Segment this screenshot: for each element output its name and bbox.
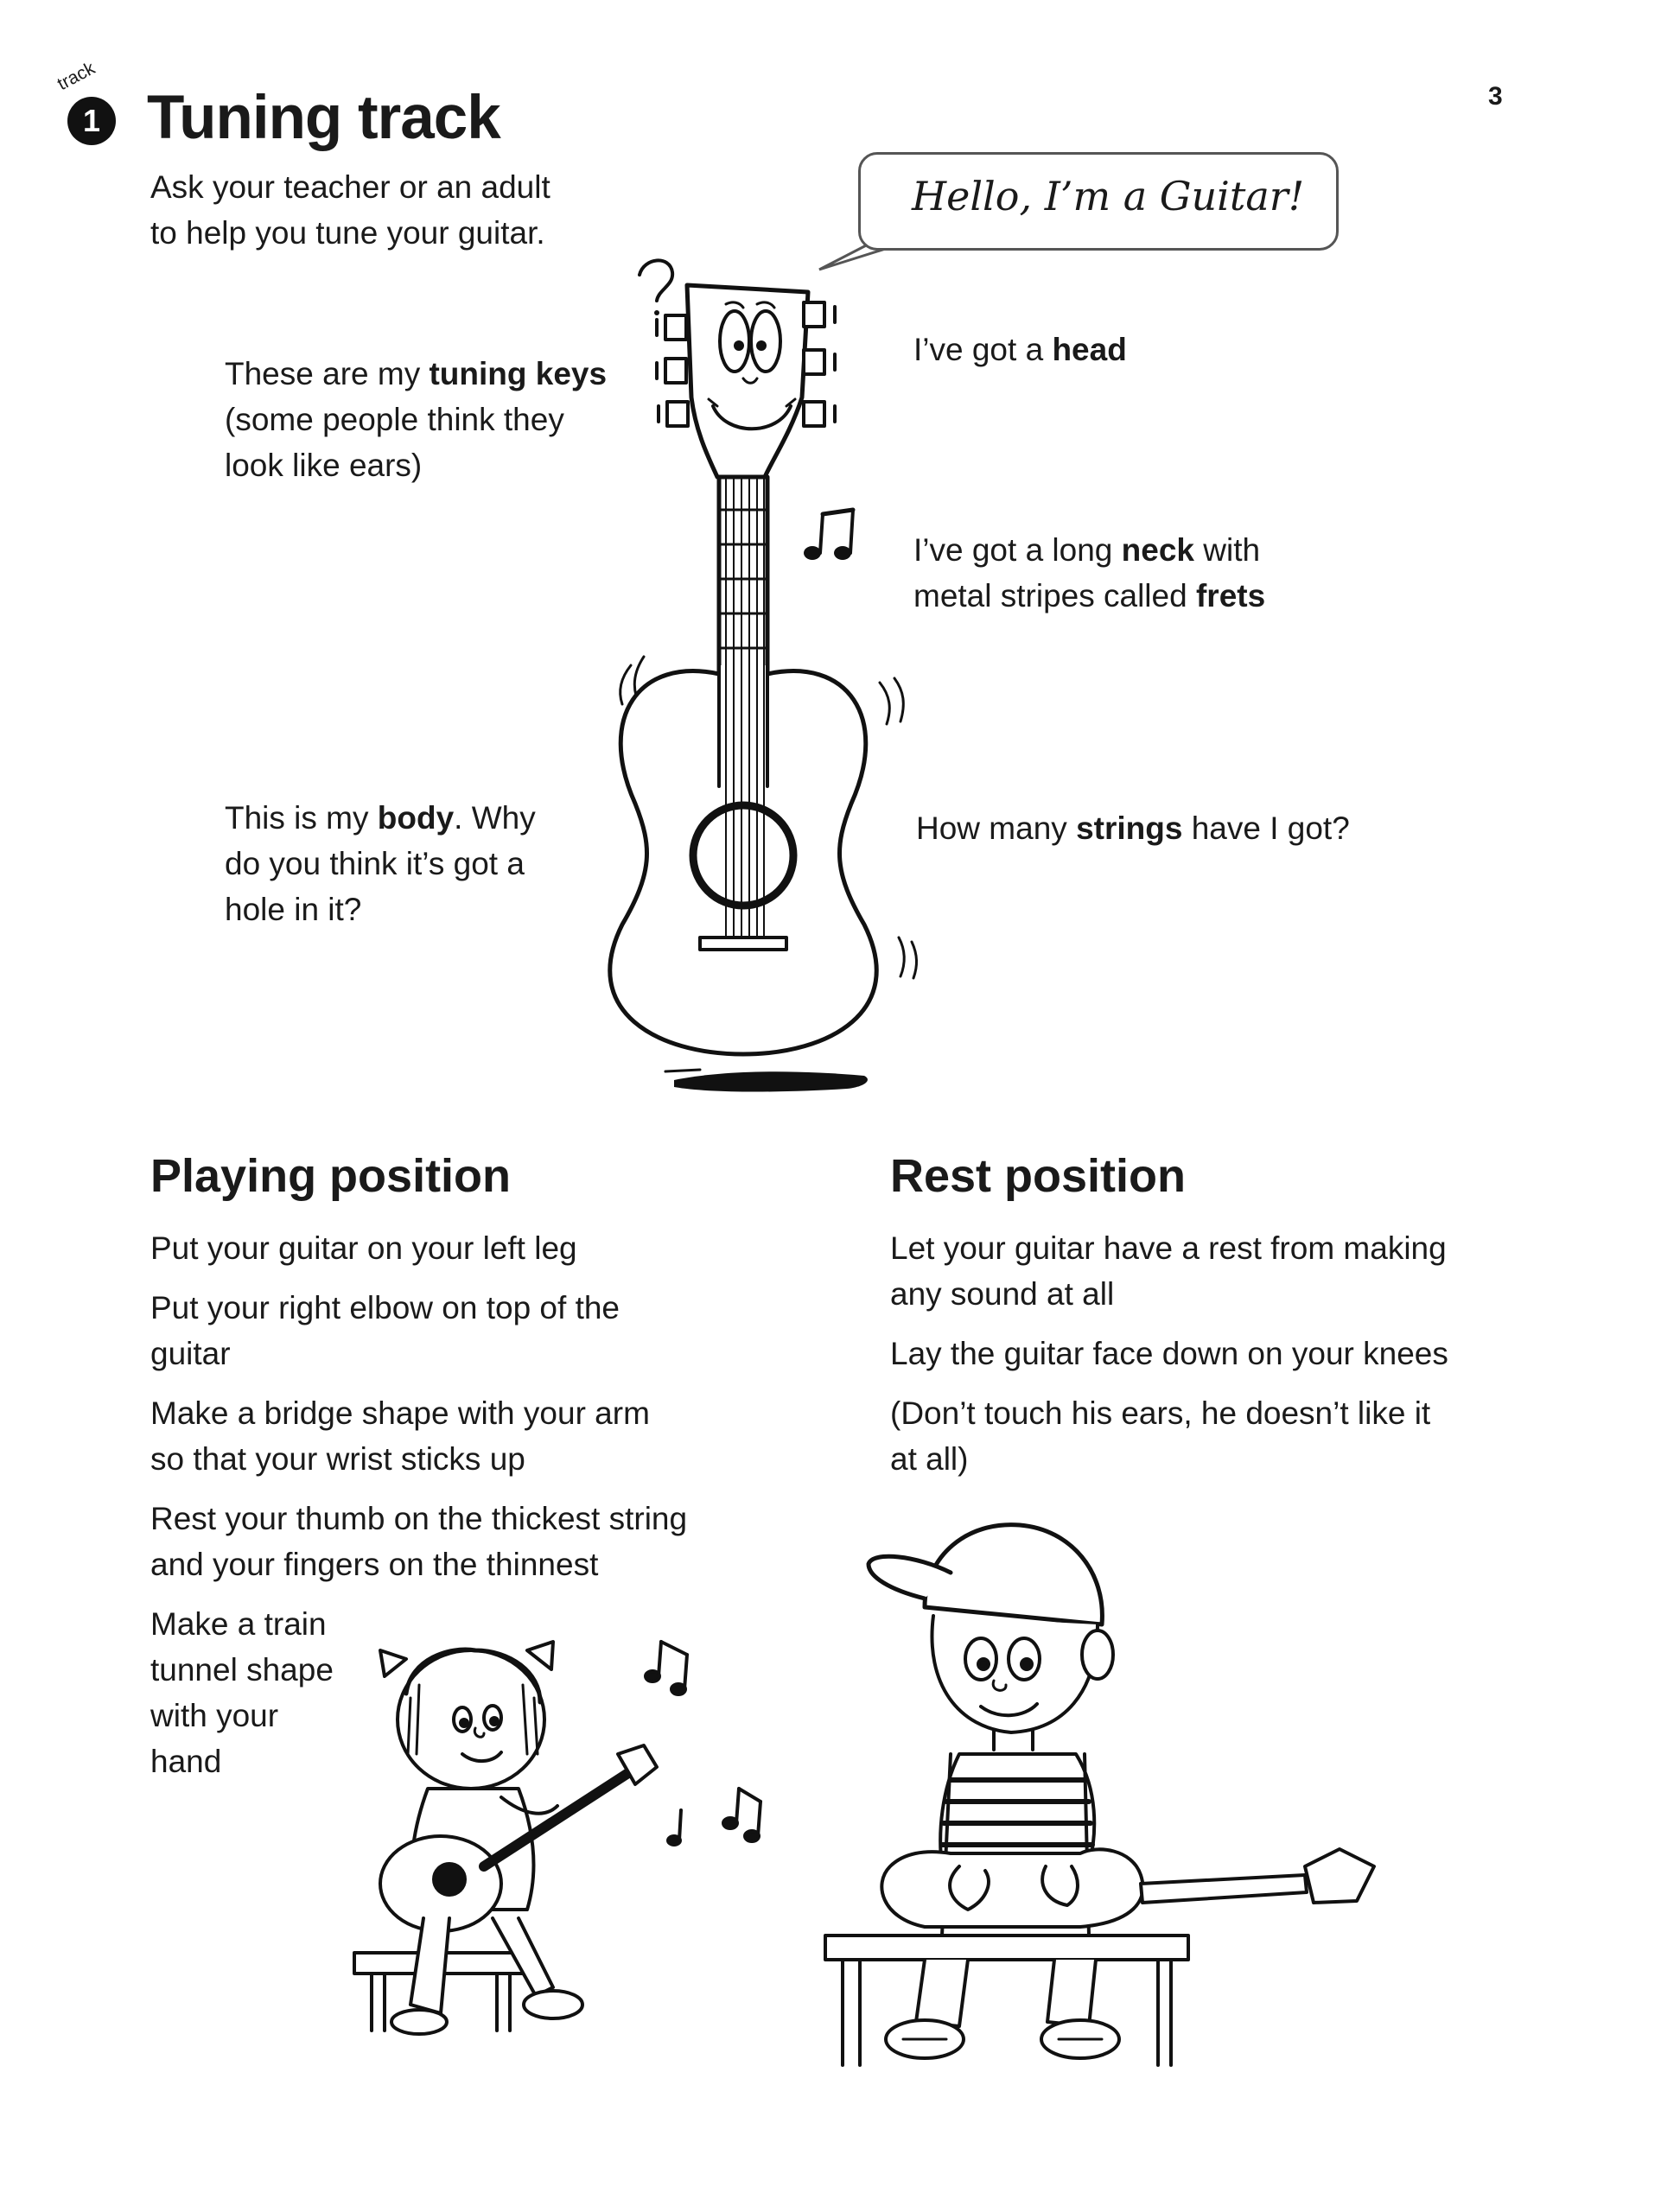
intro-line: to help you tune your guitar. (150, 215, 545, 251)
speech-bubble-text: Hello, I’m a Guitar! (912, 173, 1305, 219)
page-title: Tuning track (147, 84, 500, 152)
label-bold: neck (1121, 532, 1195, 568)
instruction-line: and your fingers on the thinnest (150, 1547, 599, 1582)
label-bold: strings (1076, 810, 1183, 846)
instruction-line: Lay the guitar face down on your knees (890, 1336, 1448, 1371)
label-text: I’ve got a (913, 332, 1053, 367)
label-text: How many (916, 810, 1077, 846)
instruction-line: Rest your thumb on the thickest string (150, 1501, 688, 1536)
girl-playing-guitar-illustration (346, 1624, 795, 2056)
rest-position-section (890, 1149, 1547, 1496)
section-title: Playing position (150, 1150, 512, 1202)
label-bold: tuning keys (429, 356, 608, 391)
label-bold: body (377, 800, 455, 836)
label-text: . Why (454, 800, 536, 836)
label-text: These are my (225, 356, 430, 391)
instruction-step (150, 1390, 790, 1482)
instruction-line: so that your wrist sticks up (150, 1441, 525, 1477)
instruction-line: any sound at all (890, 1276, 1115, 1312)
label-bold: head (1052, 332, 1127, 367)
instruction-line: at all) (890, 1441, 969, 1477)
instruction-step (890, 1331, 1547, 1376)
page-number: 3 (1488, 82, 1503, 111)
section-title: Rest position (890, 1150, 1187, 1202)
label-text: I’ve got a long (913, 532, 1122, 568)
instruction-step (890, 1225, 1547, 1317)
label-text: with (1194, 532, 1261, 568)
instruction-line: Make a bridge shape with your arm (150, 1395, 650, 1431)
instruction-line: Let your guitar have a rest from making (890, 1230, 1447, 1266)
instruction-line: Put your right elbow on top of the (150, 1290, 620, 1325)
instruction-line: Put your guitar on your left leg (150, 1230, 577, 1266)
label-text: hole in it? (225, 892, 362, 927)
instruction-line: (Don’t touch his ears, he doesn’t like it (890, 1395, 1431, 1431)
instruction-line: hand (150, 1744, 222, 1779)
label-head (913, 327, 1363, 372)
label-bold: frets (1195, 578, 1266, 613)
guitar-character-illustration (605, 251, 968, 1106)
intro-line: Ask your teacher or an adult (150, 169, 550, 205)
label-text: have I got? (1182, 810, 1350, 846)
label-text: (some people think they (225, 402, 564, 437)
label-neck (913, 527, 1363, 619)
track-label: track (54, 58, 99, 95)
instruction-line: tunnel shape (150, 1652, 334, 1688)
label-text: metal stripes called (913, 578, 1196, 613)
instruction-line: Make a train (150, 1606, 327, 1642)
track-number-badge: 1 (67, 97, 116, 145)
label-text: look like ears) (225, 448, 423, 483)
instruction-step (150, 1496, 790, 1587)
label-text: This is my (225, 800, 378, 836)
instruction-step (150, 1285, 790, 1376)
intro-text (150, 164, 634, 256)
boy-rest-position-illustration (821, 1503, 1409, 2074)
instruction-step (890, 1390, 1547, 1482)
instruction-line: with your (150, 1698, 279, 1733)
label-strings (916, 805, 1435, 851)
instruction-step (150, 1225, 790, 1271)
label-text: do you think it’s got a (225, 846, 525, 881)
instruction-line: guitar (150, 1336, 231, 1371)
